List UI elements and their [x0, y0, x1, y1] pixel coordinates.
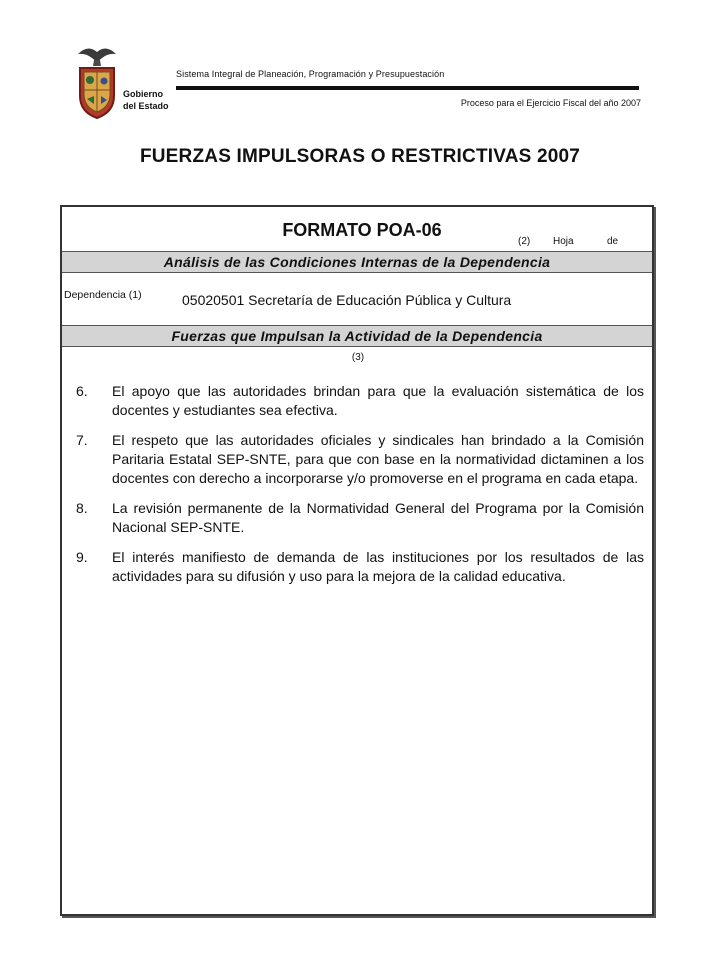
process-year-label: Proceso para el Ejercicio Fiscal del año 2007	[460, 98, 641, 108]
header-divider	[176, 86, 639, 90]
system-title: Sistema Integral de Planeación, Programación y Presupuestación	[176, 69, 445, 79]
page-label: Hoja	[553, 236, 574, 247]
item-number: 9.	[76, 549, 88, 565]
item-text: El respeto que las autoridades oficiales y sindicales han brindado a la Comisión Paritaria Estatal SEP-SNTE, para que con base en la normatividad dictaminen a los docentes con derecho a incorporarse y/o promoverse en el programa en cada etapa.	[112, 432, 644, 486]
driving-forces-list	[76, 382, 644, 597]
dependency-value: 05020501 Secretaría de Educación Pública y Cultura	[182, 292, 512, 308]
government-label	[123, 88, 169, 112]
page-of-label: de	[607, 236, 619, 247]
list-item	[76, 382, 644, 420]
dependency-label: Dependencia (1)	[64, 289, 142, 301]
item-text: La revisión permanente de la Normatividad General del Programa por la Comisión Nacional SEP-SNTE.	[112, 500, 644, 535]
government-label-line1: Gobierno	[123, 89, 163, 99]
list-item	[76, 431, 644, 488]
item-text: El apoyo que las autoridades brindan para que la evaluación sistemática de los docentes y estudiantes sea efectiva.	[112, 383, 644, 418]
item-number: 6.	[76, 383, 88, 399]
page-title: FUERZAS IMPULSORAS O RESTRICTIVAS 2007	[139, 146, 581, 167]
item-text: El interés manifiesto de demanda de las instituciones por los resultados de las actividades para su difusión y uso para la mejora de la calidad educativa.	[112, 549, 644, 584]
page-ref-number: (2)	[518, 236, 531, 247]
format-title: FORMATO POA-06	[282, 220, 442, 240]
list-item	[76, 499, 644, 537]
section-reference: (3)	[351, 352, 365, 363]
government-label-line2: del Estado	[123, 101, 169, 111]
poa-form	[60, 205, 654, 916]
internal-conditions-header: Análisis de las Condiciones Internas de la Dependencia	[62, 251, 652, 273]
state-coat-of-arms-logo	[74, 44, 120, 122]
item-number: 7.	[76, 432, 88, 448]
list-item	[76, 548, 644, 586]
item-number: 8.	[76, 500, 88, 516]
driving-forces-header: Fuerzas que Impulsan la Actividad de la Dependencia	[62, 325, 652, 347]
